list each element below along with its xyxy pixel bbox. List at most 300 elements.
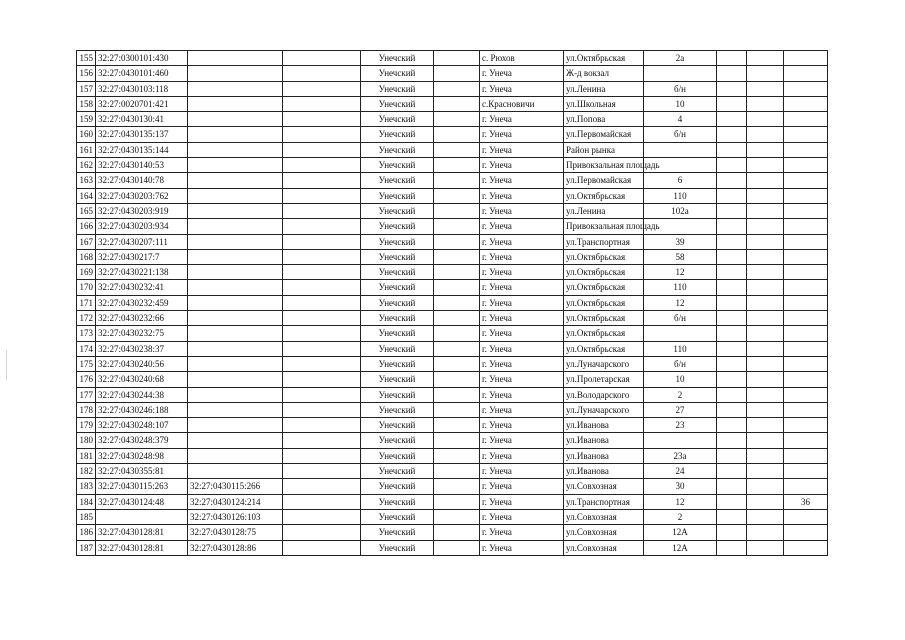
street-cell: ул.Совхозная xyxy=(564,509,644,524)
district-cell: Унечский xyxy=(361,433,434,448)
empty-cell xyxy=(747,51,784,66)
street-cell: ул.Октябрьская xyxy=(564,311,644,326)
settlement-cell: г. Унеча xyxy=(480,418,564,433)
settlement-cell: г. Унеча xyxy=(480,265,564,280)
house-number-cell: 24 xyxy=(644,464,717,479)
empty-cell xyxy=(283,295,361,310)
settlement-cell: г. Унеча xyxy=(480,203,564,218)
empty-cell xyxy=(717,81,747,96)
cadastral-number-cell: 32:27:0430124:48 xyxy=(96,494,188,509)
row-number-cell: 168 xyxy=(77,249,96,264)
district-cell: Унечский xyxy=(361,402,434,417)
table-row xyxy=(77,81,828,96)
cadastral-number-cell: 32:27:0430248:379 xyxy=(96,433,188,448)
empty-cell xyxy=(434,203,480,218)
street-cell: ул.Октябрьская xyxy=(564,295,644,310)
empty-cell xyxy=(434,295,480,310)
district-cell: Унечский xyxy=(361,372,434,387)
empty-cell xyxy=(434,464,480,479)
last-column-cell xyxy=(784,341,828,356)
cadastral-number-cell: 32:27:0430238:37 xyxy=(96,341,188,356)
registry-rows xyxy=(77,51,828,556)
settlement-cell: г. Унеча xyxy=(480,249,564,264)
empty-cell xyxy=(434,341,480,356)
street-cell: ул.Иванова xyxy=(564,433,644,448)
last-column-cell xyxy=(784,112,828,127)
street-cell: Привокзальная площадь xyxy=(564,219,644,234)
cadastral-number-cell: 32:27:0430232:75 xyxy=(96,326,188,341)
row-number-cell: 174 xyxy=(77,341,96,356)
empty-cell xyxy=(747,433,784,448)
related-cadastral-number-cell xyxy=(188,265,283,280)
house-number-cell: 12А xyxy=(644,525,717,540)
street-cell: ул.Школьная xyxy=(564,96,644,111)
district-cell: Унечский xyxy=(361,479,434,494)
district-cell: Унечский xyxy=(361,234,434,249)
empty-cell xyxy=(283,81,361,96)
last-column-cell xyxy=(784,96,828,111)
table-row xyxy=(77,127,828,142)
empty-cell xyxy=(717,203,747,218)
table-row xyxy=(77,173,828,188)
empty-cell xyxy=(717,112,747,127)
empty-cell xyxy=(747,372,784,387)
related-cadastral-number-cell xyxy=(188,418,283,433)
house-number-cell: б/н xyxy=(644,311,717,326)
last-column-cell xyxy=(784,51,828,66)
street-cell: Привокзальная площадь xyxy=(564,158,644,173)
cadastral-number-cell: 32:27:0430246:188 xyxy=(96,402,188,417)
empty-cell xyxy=(434,249,480,264)
street-cell: ул.Совхозная xyxy=(564,479,644,494)
empty-cell xyxy=(717,387,747,402)
related-cadastral-number-cell xyxy=(188,311,283,326)
settlement-cell: г. Унеча xyxy=(480,234,564,249)
table-row xyxy=(77,311,828,326)
house-number-cell: 110 xyxy=(644,341,717,356)
row-number-cell: 155 xyxy=(77,51,96,66)
table-row xyxy=(77,96,828,111)
empty-cell xyxy=(434,142,480,157)
empty-cell xyxy=(717,280,747,295)
district-cell: Унечский xyxy=(361,112,434,127)
related-cadastral-number-cell xyxy=(188,142,283,157)
empty-cell xyxy=(283,356,361,371)
empty-cell xyxy=(434,81,480,96)
cadastral-number-cell: 32:27:0430232:459 xyxy=(96,295,188,310)
row-number-cell: 186 xyxy=(77,525,96,540)
row-number-cell: 158 xyxy=(77,96,96,111)
table-row xyxy=(77,188,828,203)
related-cadastral-number-cell: 32:27:0430128:75 xyxy=(188,525,283,540)
settlement-cell: г. Унеча xyxy=(480,127,564,142)
settlement-cell: г. Унеча xyxy=(480,295,564,310)
cadastral-number-cell: 32:27:0430103:118 xyxy=(96,81,188,96)
related-cadastral-number-cell xyxy=(188,387,283,402)
street-cell: ул.Луначарского xyxy=(564,356,644,371)
cadastral-number-cell: 32:27:0430244:38 xyxy=(96,387,188,402)
cadastral-number-cell: 32:27:0430135:144 xyxy=(96,142,188,157)
empty-cell xyxy=(717,295,747,310)
empty-cell xyxy=(434,326,480,341)
last-column-cell xyxy=(784,173,828,188)
empty-cell xyxy=(434,356,480,371)
district-cell: Унечский xyxy=(361,96,434,111)
house-number-cell: 102а xyxy=(644,203,717,218)
empty-cell xyxy=(717,494,747,509)
empty-cell xyxy=(283,341,361,356)
empty-cell xyxy=(434,51,480,66)
street-cell: Ж-д вокзал xyxy=(564,66,644,81)
street-cell: ул.Иванова xyxy=(564,448,644,463)
house-number-cell: 6 xyxy=(644,173,717,188)
street-cell: Район рынка xyxy=(564,142,644,157)
street-cell: ул.Первомайская xyxy=(564,127,644,142)
related-cadastral-number-cell xyxy=(188,402,283,417)
related-cadastral-number-cell: 32:27:0430128:86 xyxy=(188,540,283,555)
row-number-cell: 176 xyxy=(77,372,96,387)
row-number-cell: 161 xyxy=(77,142,96,157)
street-cell: ул.Транспортная xyxy=(564,494,644,509)
last-column-cell xyxy=(784,158,828,173)
row-number-cell: 169 xyxy=(77,265,96,280)
cadastral-number-cell xyxy=(96,509,188,524)
table-row xyxy=(77,525,828,540)
settlement-cell: г. Унеча xyxy=(480,81,564,96)
table-row xyxy=(77,341,828,356)
empty-cell xyxy=(434,96,480,111)
empty-cell xyxy=(717,234,747,249)
empty-cell xyxy=(434,219,480,234)
settlement-cell: г. Унеча xyxy=(480,402,564,417)
empty-cell xyxy=(747,479,784,494)
row-number-cell: 157 xyxy=(77,81,96,96)
district-cell: Унечский xyxy=(361,219,434,234)
related-cadastral-number-cell xyxy=(188,280,283,295)
street-cell: ул.Первомайская xyxy=(564,173,644,188)
street-cell: ул.Октябрьская xyxy=(564,326,644,341)
empty-cell xyxy=(717,188,747,203)
empty-cell xyxy=(283,66,361,81)
empty-cell xyxy=(747,280,784,295)
empty-cell xyxy=(283,127,361,142)
row-number-cell: 170 xyxy=(77,280,96,295)
district-cell: Унечский xyxy=(361,51,434,66)
empty-cell xyxy=(434,158,480,173)
cadastral-number-cell: 32:27:0430248:98 xyxy=(96,448,188,463)
empty-cell xyxy=(434,173,480,188)
last-column-cell xyxy=(784,448,828,463)
settlement-cell: г. Унеча xyxy=(480,173,564,188)
empty-cell xyxy=(717,448,747,463)
related-cadastral-number-cell xyxy=(188,372,283,387)
table-row xyxy=(77,479,828,494)
district-cell: Унечский xyxy=(361,509,434,524)
last-column-cell xyxy=(784,81,828,96)
empty-cell xyxy=(283,265,361,280)
empty-cell xyxy=(283,326,361,341)
table-row xyxy=(77,249,828,264)
district-cell: Унечский xyxy=(361,326,434,341)
cadastral-number-cell: 32:27:0430232:41 xyxy=(96,280,188,295)
empty-cell xyxy=(717,127,747,142)
district-cell: Унечский xyxy=(361,464,434,479)
row-number-cell: 177 xyxy=(77,387,96,402)
row-number-cell: 181 xyxy=(77,448,96,463)
table-row xyxy=(77,203,828,218)
empty-cell xyxy=(283,311,361,326)
empty-cell xyxy=(717,96,747,111)
empty-cell xyxy=(283,509,361,524)
empty-cell xyxy=(434,418,480,433)
house-number-cell: 2 xyxy=(644,387,717,402)
empty-cell xyxy=(434,433,480,448)
empty-cell xyxy=(434,479,480,494)
empty-cell xyxy=(434,280,480,295)
related-cadastral-number-cell xyxy=(188,356,283,371)
empty-cell xyxy=(283,249,361,264)
table-row xyxy=(77,433,828,448)
empty-cell xyxy=(283,51,361,66)
cadastral-number-cell: 32:27:0430221:138 xyxy=(96,265,188,280)
row-number-cell: 173 xyxy=(77,326,96,341)
settlement-cell: г. Унеча xyxy=(480,464,564,479)
house-number-cell: 12А xyxy=(644,540,717,555)
empty-cell xyxy=(283,158,361,173)
empty-cell xyxy=(747,341,784,356)
district-cell: Унечский xyxy=(361,448,434,463)
street-cell: ул.Октябрьская xyxy=(564,51,644,66)
district-cell: Унечский xyxy=(361,494,434,509)
last-column-cell xyxy=(784,295,828,310)
district-cell: Унечский xyxy=(361,265,434,280)
empty-cell xyxy=(717,464,747,479)
cadastral-number-cell: 32:27:0430130:41 xyxy=(96,112,188,127)
last-column-cell xyxy=(784,464,828,479)
row-number-cell: 183 xyxy=(77,479,96,494)
row-number-cell: 187 xyxy=(77,540,96,555)
cadastral-number-cell: 32:27:0430203:934 xyxy=(96,219,188,234)
empty-cell xyxy=(717,479,747,494)
table-row xyxy=(77,494,828,509)
last-column-cell xyxy=(784,525,828,540)
district-cell: Унечский xyxy=(361,311,434,326)
related-cadastral-number-cell xyxy=(188,464,283,479)
cadastral-number-cell: 32:27:0430248:107 xyxy=(96,418,188,433)
empty-cell xyxy=(434,509,480,524)
empty-cell xyxy=(747,81,784,96)
row-number-cell: 179 xyxy=(77,418,96,433)
empty-cell xyxy=(717,402,747,417)
row-number-cell: 185 xyxy=(77,509,96,524)
empty-cell xyxy=(717,51,747,66)
last-column-cell xyxy=(784,311,828,326)
cadastral-number-cell: 32:27:0430140:78 xyxy=(96,173,188,188)
house-number-cell xyxy=(644,142,717,157)
empty-cell xyxy=(283,448,361,463)
cadastral-number-cell: 32:27:0430135:137 xyxy=(96,127,188,142)
empty-cell xyxy=(747,265,784,280)
related-cadastral-number-cell xyxy=(188,326,283,341)
cadastral-number-cell: 32:27:0430355:81 xyxy=(96,464,188,479)
house-number-cell: б/н xyxy=(644,81,717,96)
cadastral-number-cell: 32:27:0430128:81 xyxy=(96,540,188,555)
empty-cell xyxy=(283,494,361,509)
house-number-cell: 27 xyxy=(644,402,717,417)
empty-cell xyxy=(717,540,747,555)
table-row xyxy=(77,448,828,463)
settlement-cell: г. Унеча xyxy=(480,525,564,540)
house-number-cell xyxy=(644,326,717,341)
related-cadastral-number-cell xyxy=(188,341,283,356)
street-cell: ул.Попова xyxy=(564,112,644,127)
empty-cell xyxy=(283,219,361,234)
house-number-cell xyxy=(644,66,717,81)
empty-cell xyxy=(717,66,747,81)
table-row xyxy=(77,509,828,524)
related-cadastral-number-cell: 32:27:0430126:103 xyxy=(188,509,283,524)
empty-cell xyxy=(434,387,480,402)
district-cell: Унечский xyxy=(361,341,434,356)
row-number-cell: 178 xyxy=(77,402,96,417)
empty-cell xyxy=(283,540,361,555)
district-cell: Унечский xyxy=(361,418,434,433)
settlement-cell: с. Рюхов xyxy=(480,51,564,66)
street-cell: ул.Совхозная xyxy=(564,525,644,540)
district-cell: Унечский xyxy=(361,525,434,540)
last-column-cell xyxy=(784,402,828,417)
settlement-cell: г. Унеча xyxy=(480,509,564,524)
empty-cell xyxy=(283,372,361,387)
district-cell: Унечский xyxy=(361,387,434,402)
street-cell: ул.Иванова xyxy=(564,464,644,479)
registry-table xyxy=(76,50,828,556)
district-cell: Унечский xyxy=(361,249,434,264)
settlement-cell: г. Унеча xyxy=(480,356,564,371)
district-cell: Унечский xyxy=(361,81,434,96)
house-number-cell: б/н xyxy=(644,127,717,142)
empty-cell xyxy=(434,402,480,417)
table-row xyxy=(77,387,828,402)
settlement-cell: г. Унеча xyxy=(480,219,564,234)
row-number-cell: 182 xyxy=(77,464,96,479)
empty-cell xyxy=(434,540,480,555)
empty-cell xyxy=(717,372,747,387)
cadastral-number-cell: 32:27:0430207:111 xyxy=(96,234,188,249)
district-cell: Унечский xyxy=(361,142,434,157)
empty-cell xyxy=(283,188,361,203)
settlement-cell: г. Унеча xyxy=(480,66,564,81)
house-number-cell: 10 xyxy=(644,372,717,387)
table-row xyxy=(77,356,828,371)
district-cell: Унечский xyxy=(361,173,434,188)
street-cell: ул.Пролетарская xyxy=(564,372,644,387)
district-cell: Унечский xyxy=(361,295,434,310)
last-column-cell: 36 xyxy=(784,494,828,509)
last-column-cell xyxy=(784,280,828,295)
related-cadastral-number-cell xyxy=(188,448,283,463)
house-number-cell: 39 xyxy=(644,234,717,249)
empty-cell xyxy=(747,464,784,479)
cadastral-number-cell: 32:27:0430203:919 xyxy=(96,203,188,218)
cadastral-number-cell: 32:27:0430240:68 xyxy=(96,372,188,387)
empty-cell xyxy=(747,311,784,326)
empty-cell xyxy=(283,142,361,157)
settlement-cell: г. Унеча xyxy=(480,280,564,295)
related-cadastral-number-cell xyxy=(188,249,283,264)
last-column-cell xyxy=(784,234,828,249)
settlement-cell: г. Унеча xyxy=(480,311,564,326)
table-row xyxy=(77,418,828,433)
empty-cell xyxy=(434,234,480,249)
empty-cell xyxy=(283,464,361,479)
row-number-cell: 160 xyxy=(77,127,96,142)
last-column-cell xyxy=(784,509,828,524)
cadastral-number-cell: 32:27:0430115:263 xyxy=(96,479,188,494)
last-column-cell xyxy=(784,203,828,218)
district-cell: Унечский xyxy=(361,66,434,81)
table-row xyxy=(77,295,828,310)
empty-cell xyxy=(717,219,747,234)
empty-cell xyxy=(434,372,480,387)
empty-cell xyxy=(717,311,747,326)
last-column-cell xyxy=(784,479,828,494)
related-cadastral-number-cell: 32:27:0430115:266 xyxy=(188,479,283,494)
related-cadastral-number-cell xyxy=(188,158,283,173)
street-cell: ул.Транспортная xyxy=(564,234,644,249)
related-cadastral-number-cell xyxy=(188,295,283,310)
empty-cell xyxy=(717,356,747,371)
empty-cell xyxy=(747,387,784,402)
row-number-cell: 166 xyxy=(77,219,96,234)
row-number-cell: 164 xyxy=(77,188,96,203)
settlement-cell: г. Унеча xyxy=(480,448,564,463)
empty-cell xyxy=(434,127,480,142)
empty-cell xyxy=(717,326,747,341)
related-cadastral-number-cell xyxy=(188,433,283,448)
scan-edge-mark xyxy=(6,350,7,380)
empty-cell xyxy=(434,525,480,540)
table-row xyxy=(77,464,828,479)
related-cadastral-number-cell xyxy=(188,219,283,234)
empty-cell xyxy=(717,142,747,157)
table-row xyxy=(77,372,828,387)
last-column-cell xyxy=(784,249,828,264)
empty-cell xyxy=(747,418,784,433)
last-column-cell xyxy=(784,356,828,371)
street-cell: ул.Иванова xyxy=(564,418,644,433)
empty-cell xyxy=(283,112,361,127)
table-row xyxy=(77,540,828,555)
empty-cell xyxy=(434,448,480,463)
house-number-cell: 12 xyxy=(644,265,717,280)
empty-cell xyxy=(434,188,480,203)
row-number-cell: 162 xyxy=(77,158,96,173)
empty-cell xyxy=(717,341,747,356)
cadastral-number-cell: 32:27:0020701:421 xyxy=(96,96,188,111)
cadastral-number-cell: 32:27:0300101:430 xyxy=(96,51,188,66)
district-cell: Унечский xyxy=(361,127,434,142)
house-number-cell: 110 xyxy=(644,280,717,295)
empty-cell xyxy=(283,479,361,494)
empty-cell xyxy=(747,219,784,234)
house-number-cell: 23 xyxy=(644,418,717,433)
house-number-cell: б/н xyxy=(644,356,717,371)
empty-cell xyxy=(283,418,361,433)
table-row xyxy=(77,265,828,280)
row-number-cell: 165 xyxy=(77,203,96,218)
cadastral-number-cell: 32:27:0430101:460 xyxy=(96,66,188,81)
